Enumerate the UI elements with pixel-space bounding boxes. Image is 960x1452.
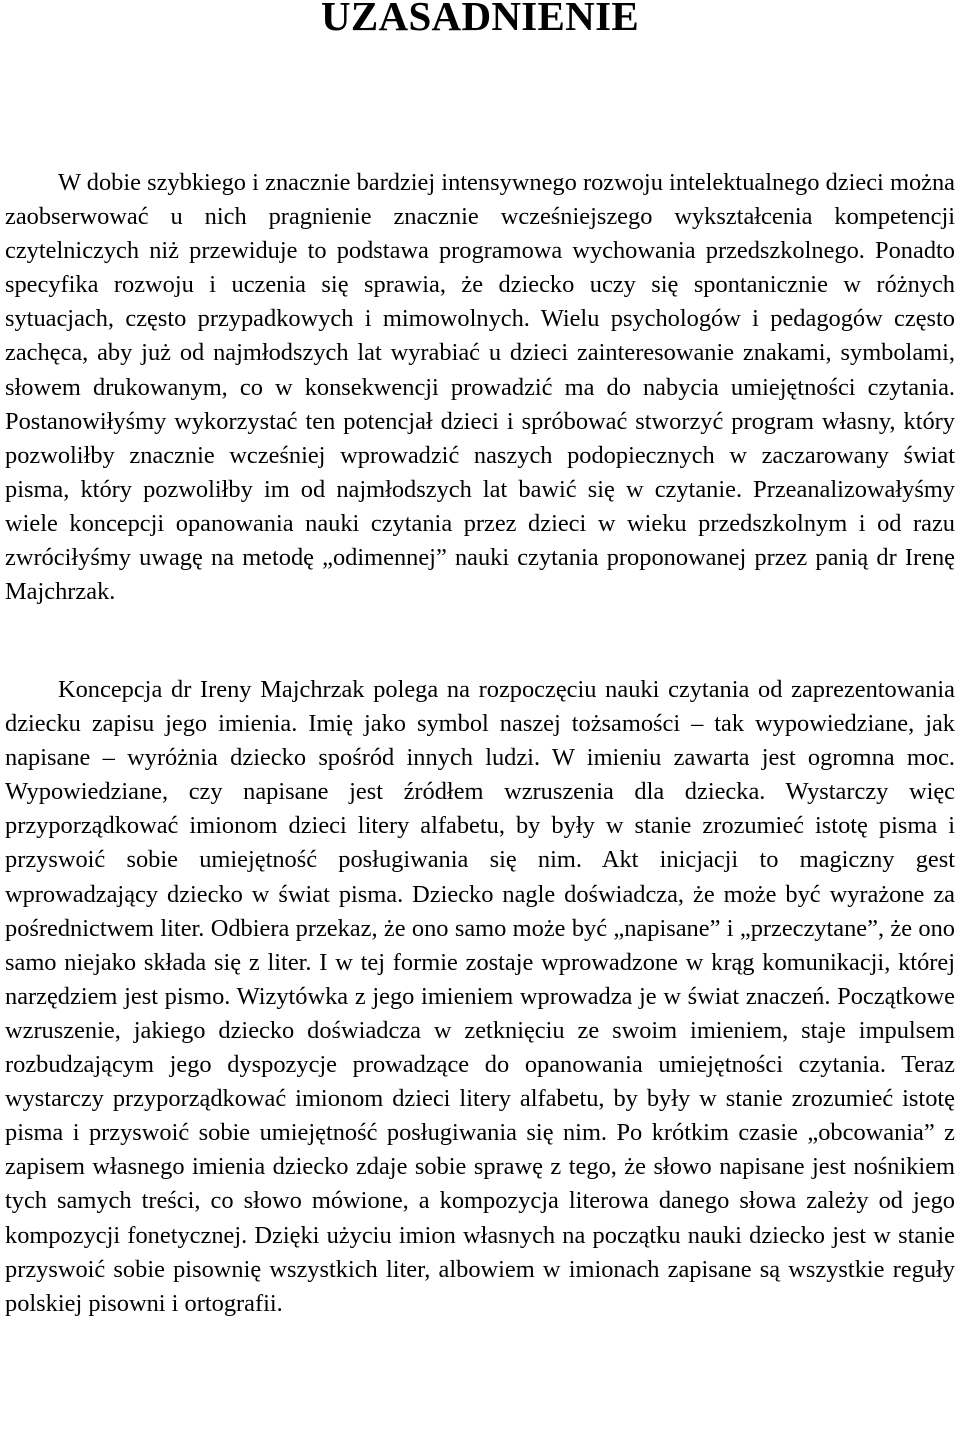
body-paragraph-1: W dobie szybkiego i znacznie bardziej intensywnego rozwoju intelektualnego dzieci można zaobserwować u nich pragnienie znacznie wcześniejszego wykształcenia kompetencji czytelniczych niż przewiduje to podstawa programowa wychowania przedszkolnego. Ponadto specyfika rozwoju i uczenia się sprawia, że dziecko uczy się spontanicznie w różnych sytuacjach, często przypadkowych i mimowolnych. Wielu psychologów i pedagogów często zachęca, aby już od najmłodszych lat wyrabiać u dzieci zainteresowanie znakami, symbolami, słowem drukowanym, co w konsekwencji prowadzić ma do nabycia umiejętności czytania. Postanowiłyśmy wykorzystać ten potencjał dzieci i spróbować stworzyć program własny, który pozwoliłby znacznie wcześniej wprowadzić naszych podopiecznych w zaczarowany świat pisma, który pozwoliłby im od najmłodszych lat bawić się w czytanie. Przeanalizowałyśmy wiele koncepcji opanowania nauki czytania przez dzieci w wieku przedszkolnym i od razu zwróciłyśmy uwagę na metodę „odimennej” nauki czytania proponowanej przez panią dr Irenę Majchrzak. <box>5 169 955 606</box>
body-paragraph-2: Koncepcja dr Ireny Majchrzak polega na rozpoczęciu nauki czytania od zaprezentowania dziecku zapisu jego imienia. Imię jako symbol naszej tożsamości – tak wypowiedziane, jak napisane – wyróżnia dziecko spośród innych ludzi. W imieniu zawarta jest ogromna moc. Wypowiedziane, czy napisane jest źródłem wzruszenia dla dziecka. Wystarczy więc przyporządkować imionom dzieci litery alfabetu, by były w stanie zrozumieć istotę pisma i przyswoić sobie umiejętność posługiwania się nim. Akt inicjacji to magiczny gest wprowadzający dziecko w świat pisma. Dziecko nagle doświadcza, że może być wyrażone za pośrednictwem liter. Odbiera przekaz, że ono samo może być „napisane” i „przeczytane”, że ono samo niejako składa się z liter. I w tej formie zostaje wprowadzone w krąg komunikacji, której narzędziem jest pismo. Wizytówka z jego imieniem wprowadza je w świat znaczeń. Początkowe wzruszenie, jakiego dziecko doświadcza w zetknięciu ze swoim imieniem, staje impulsem rozbudzającym jego dyspozycje prowadzące do opanowania umiejętności czytania. Teraz wystarczy przyporządkować imionom dzieci litery alfabetu, by były w stanie zrozumieć istotę pisma i przyswoić sobie umiejętność posługiwania się nim. Po krótkim czasie „obcowania” z zapisem własnego imienia dziecko zdaje sobie sprawę z tego, że słowo napisane jest nośnikiem tych samych treści, co słowo mówione, a kompozycja literowa danego słowa zależy od jego kompozycji fonetycznej. Dzięki użyciu imion własnych na początku nauki dziecko jest w stanie przyswoić sobie pisownię wszystkich liter, albowiem w imionach zapisane są wszystkie reguły polskiej pisowni i ortografii. <box>5 676 955 1317</box>
page-title: UZASADNIENIE <box>320 0 639 39</box>
